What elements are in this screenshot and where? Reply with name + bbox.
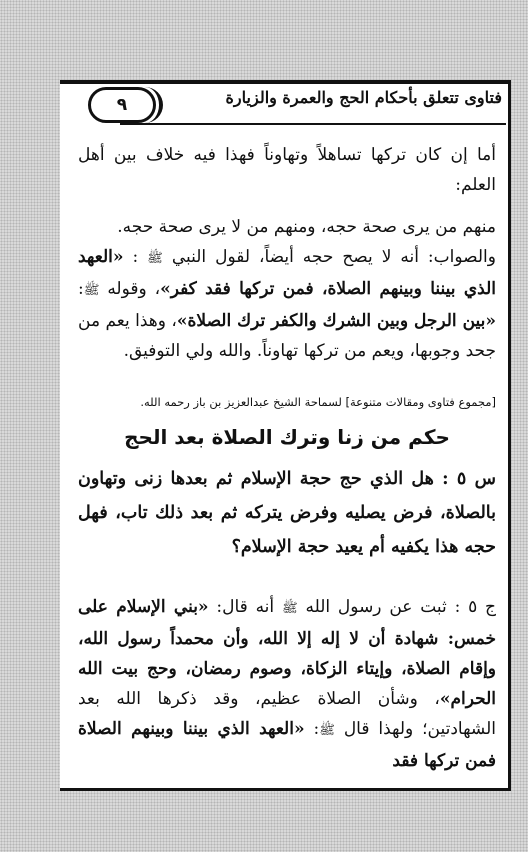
section-heading: حكم من زنا وترك الصلاة بعد الحج	[124, 425, 450, 449]
running-title: فتاوى تتعلق بأحكام الحج والعمرة والزيارة	[225, 88, 502, 107]
paragraph-correct-view: والصواب: أنه لا يصح حجه أيضاً، لقول النبي ﷺ : «العهد الذي بيننا وبينهم الصلاة، فمن تركها فقد كفر»، وقوله ﷺ: «بين الرجل وبين الشرك والكفر ترك الصلاة»، وهذا يعم من جحد وجوبها، ويعم من تركها تهاوناً. والله ولي التوفيق.	[78, 247, 497, 361]
page-frame-top	[60, 80, 510, 84]
page-frame-right	[508, 80, 511, 791]
p3-end: ، وهذا يعم من جحد وجوبها، ويعم من تركها تهاوناً. والله ولي التوفيق.	[78, 311, 496, 361]
salawat-mark: ﷺ	[83, 283, 100, 298]
answer-5: ج ٥ : ثبت عن رسول الله ﷺ أنه قال: «بني الإسلام على خمس: شهادة أن لا إله إلا الله، وأن محمداً رسول الله، وإقام الصلاة، وإيتاء الزكاة، وصوم رمضان، وحج بيت الله الحرام»، وشأن الصلاة عظيم، وقد ذكرها الله بعد الشهادتين؛ ولهذا قال ﷺ: «العهد الذي بيننا وبينهم الصلاة فمن تركها فقد	[78, 597, 497, 771]
answer-intro: ج ٥ : ثبت عن رسول الله	[305, 597, 497, 617]
hadith-quote-2: «بين الرجل وبين الشرك والكفر ترك الصلاة»	[176, 311, 497, 331]
paragraph-opinions: منهم من يرى صحة حجه، ومنهم من لا يرى صحة حجه.	[117, 217, 496, 237]
hadith-quote-4: «العهد الذي بيننا وبينهم الصلاة فمن تركها فقد	[78, 719, 496, 771]
question-5: س ٥ : هل الذي حج حجة الإسلام ثم بعدها زنى وتهاون بالصلاة، فرض يصليه وفرض يتركه ثم بعد ذلك تاب، فهل حجه هذا يكفيه أم يعيد حجة الإسلام؟	[78, 469, 496, 557]
answer-said: أنه قال:	[216, 597, 275, 617]
salawat-mark: ﷺ	[319, 723, 335, 738]
p3-intro: والصواب: أنه لا يصح حجه أيضاً، لقول النبي	[171, 247, 496, 267]
source-citation: [مجموع فتاوى ومقالات متنوعة] لسماحة الشيخ عبدالعزيز بن باز رحمه الله.	[140, 395, 496, 409]
paragraph-neglect: أما إن كان تركها تساهلاً وتهاوناً فهذا فيه خلاف بين أهل العلم:	[78, 145, 496, 195]
answer-mid: ، وشأن الصلاة عظيم، وقد ذكرها الله بعد الشهادتين؛ ولهذا قال	[78, 689, 496, 739]
p3-and: ، وقوله	[107, 279, 161, 299]
header-divider	[120, 123, 506, 125]
page-frame-bottom	[60, 788, 510, 791]
page-number: ٩	[116, 95, 128, 115]
page-number-badge	[88, 87, 156, 123]
salawat-mark: ﷺ	[281, 601, 298, 616]
hadith-quote-1: «العهد الذي بيننا وبينهم الصلاة، فمن تركها فقد كفر»	[78, 247, 497, 299]
salawat-mark: ﷺ	[147, 251, 163, 266]
p3-colon: :	[132, 247, 139, 267]
hadith-quote-3: «بني الإسلام على خمس: شهادة أن لا إله إلا الله، وأن محمداً رسول الله، وإقام الصلاة، وإيتاء الزكاة، وصوم رمضان، وحج بيت الله الحرام»	[78, 597, 496, 709]
